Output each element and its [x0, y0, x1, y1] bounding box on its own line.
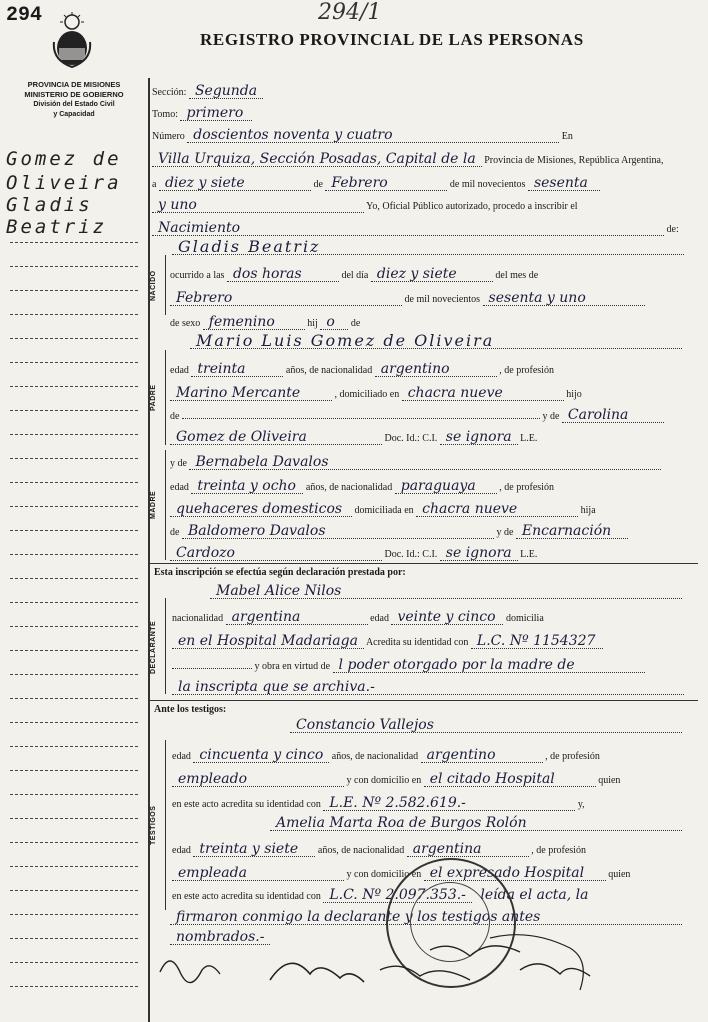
anos-nac-label: años, de nacionalidad	[305, 482, 393, 493]
madre-apellido-value: Cardozo	[170, 546, 382, 561]
testigo1-nombre-value: Constancio Vallejos	[290, 718, 682, 733]
declarante-obra-row	[172, 658, 645, 673]
madre-nombre-row	[170, 455, 661, 470]
cierre1-value: leída el acta, la	[480, 887, 589, 903]
con-domicilio-label: y con domicilio en	[346, 775, 422, 786]
a-label: a	[152, 179, 157, 190]
mes-row	[170, 291, 645, 306]
testigos-row	[154, 704, 226, 715]
numero-label: Número	[152, 131, 185, 142]
de-mil2-label: de mil novecientos	[404, 294, 481, 305]
este-acto-label: en este acto acredita su identidad con	[172, 891, 321, 902]
declarante-id-value: L.C. Nº 1154327	[471, 634, 603, 649]
yo-label: Yo, Oficial Público autorizado, procedo a inscribir el	[366, 201, 578, 212]
section-rule	[150, 563, 698, 565]
section-label-testigos: TESTIGOS	[150, 805, 157, 845]
madre-nac-value: paraguaya	[395, 479, 497, 494]
madre-doc-row	[170, 546, 537, 561]
margin-name-line: Beatriz	[6, 216, 108, 238]
declarante-edad-value: veinte y cinco	[391, 610, 503, 625]
testigos-label: Ante los testigos:	[154, 704, 227, 715]
padre-madre-value: Carolina	[562, 408, 664, 423]
numero-row	[152, 128, 573, 143]
issuing-office	[4, 80, 144, 120]
signatures	[150, 930, 708, 1022]
de-sexo-label: de sexo	[170, 318, 201, 329]
section-label-nacido: NACIDO	[150, 270, 157, 301]
office-line: MINISTERIO DE GOBIERNO	[24, 90, 124, 99]
testigo2-nombre-value: Amelia Marta Roa de Burgos Rolón	[270, 816, 682, 831]
de-colon-label: de:	[666, 224, 679, 235]
mes2-value: Febrero	[170, 291, 402, 306]
cierre2-value: firmaron conmigo la declarante y los testigos antes	[170, 910, 682, 925]
y-comma-label: y,	[577, 799, 585, 810]
anos-nac-label: años, de nacionalidad	[285, 365, 373, 376]
testigo1-edad-row	[172, 748, 600, 763]
y-de-label: y de	[542, 411, 560, 422]
madre-edad-value: treinta y ocho	[191, 479, 303, 494]
padre-nombre-row	[190, 331, 682, 350]
seccion-label: Sección:	[152, 87, 187, 98]
ocurrido-label: ocurrido a las	[170, 270, 225, 281]
office-line: División del Estado Civil	[33, 101, 115, 108]
document-title: REGISTRO PROVINCIAL DE LAS PERSONAS	[200, 30, 584, 49]
madre-madre-value: Encarnación	[516, 524, 628, 539]
madre-padres-row	[170, 524, 628, 539]
lugar-row	[152, 152, 663, 167]
padre-edad-value: treinta	[191, 362, 283, 377]
ocurrido-row	[170, 267, 538, 282]
section-divider	[165, 450, 166, 560]
acredita-label: Acredita su identidad con	[365, 637, 469, 648]
testigo2-prof-row	[172, 866, 630, 881]
declarante-nombre-value: Mabel Alice Nilos	[210, 584, 682, 599]
oficial-row	[152, 198, 578, 213]
y-de-label: y de	[496, 527, 514, 538]
fecha-row	[152, 176, 600, 191]
padre-prof-row	[170, 386, 582, 401]
anio-value: sesenta	[528, 176, 600, 191]
profesion-label: , de profesión	[499, 365, 554, 376]
padre-nombre-value: Mario Luis Gomez de Oliveira	[190, 334, 682, 349]
nacionalidad-label: nacionalidad	[172, 613, 224, 624]
tomo-row	[152, 106, 252, 121]
testigo1-nac-value: argentino	[421, 748, 543, 763]
edad-label: edad	[170, 482, 189, 493]
de-mil-label: de mil novecientos	[449, 179, 526, 190]
office-line: PROVINCIA DE MISIONES	[27, 80, 121, 89]
le-label: L.E.	[520, 549, 538, 560]
testigo1-edad-value: cincuenta y cinco	[193, 748, 329, 763]
edad-label: edad	[370, 613, 389, 624]
testigo2-dom-value: el expresado Hospital	[424, 866, 606, 881]
numero-value: doscientos noventa y cuatro	[187, 128, 559, 143]
section-divider	[165, 255, 166, 315]
domiciliado-label: , domiciliado en	[334, 389, 400, 400]
declarante-obra-value: l poder otorgado por la madre de	[333, 658, 645, 673]
en-label: En	[561, 131, 573, 142]
testigo1-dom-value: el citado Hospital	[424, 772, 596, 787]
obra-label: y obra en virtud de	[254, 661, 331, 672]
padre-doc-row	[170, 430, 537, 445]
handwritten-reference: 294/1	[318, 0, 382, 25]
padre-doc-value: se ignora	[440, 430, 518, 445]
section-divider	[165, 598, 166, 694]
nombre-row	[172, 237, 684, 256]
quien-label: quien	[598, 775, 621, 786]
testigo2-prof-value: empleada	[172, 866, 344, 881]
padre-prof-value: Marino Mercante	[170, 386, 332, 401]
madre-prof-value: quehaceres domesticos	[170, 502, 352, 517]
tomo-value: primero	[180, 106, 252, 121]
doc-label: Doc. Id.: C.I.	[384, 549, 438, 560]
testigo2-edad-row	[172, 842, 586, 857]
margin-name-line: Gladis	[6, 194, 93, 216]
padre-edad-row	[170, 362, 554, 377]
efectua-row	[154, 567, 406, 578]
dia-value: diez y siete	[159, 176, 311, 191]
testigo2-id-value: L.C. Nº 2.097.353.-	[323, 888, 472, 903]
anos-nac-label: años, de nacionalidad	[317, 845, 405, 856]
sexo-value: femenino	[203, 315, 305, 330]
declarante-nombre-row	[210, 584, 682, 599]
del-mes-label: del mes de	[495, 270, 539, 281]
padre-padres-row	[170, 408, 664, 423]
madre-padre-value: Baldomero Davalos	[182, 524, 494, 539]
padre-dom-value: chacra nueve	[402, 386, 564, 401]
section-divider	[165, 740, 166, 910]
testigo2-nombre-row	[270, 816, 682, 831]
le-label: L.E.	[520, 433, 538, 444]
hij-label: hij	[307, 318, 318, 329]
margin-name-line: Oliveira	[6, 172, 122, 194]
del-dia-label: del día	[341, 270, 369, 281]
domicilia-label: domicilia	[505, 613, 544, 624]
mes-value: Febrero	[325, 176, 447, 191]
section-label-declarante: DECLARANTE	[150, 620, 157, 675]
testigo1-id-row	[172, 796, 585, 811]
padre-nac-value: argentino	[375, 362, 497, 377]
office-line: y Capacidad	[53, 111, 95, 118]
edad-label: edad	[172, 751, 191, 762]
anio-continuation: y uno	[152, 198, 364, 213]
domiciliada-label: domiciliada en	[354, 505, 414, 516]
declarante-obra2-row	[172, 680, 684, 695]
de-label: de	[313, 179, 323, 190]
madre-dom-value: chacra nueve	[416, 502, 578, 517]
section-label-padre: PADRE	[150, 384, 157, 411]
testigo1-prof-value: empleado	[172, 772, 344, 787]
hija-label: hija	[580, 505, 596, 516]
profesion-label: , de profesión	[499, 482, 554, 493]
seccion-value: Segunda	[189, 84, 263, 99]
edad-label: edad	[172, 845, 191, 856]
profesion-label: , de profesión	[545, 751, 600, 762]
declarante-dom-row	[172, 634, 603, 649]
profesion-label: , de profesión	[531, 845, 586, 856]
efectua-label: Esta inscripción se efectúa según declaración prestada por:	[154, 567, 406, 578]
este-acto-label: en este acto acredita su identidad con	[172, 799, 321, 810]
hijo-label: hijo	[566, 389, 582, 400]
hij-suffix: o	[320, 315, 348, 330]
tomo-label: Tomo:	[152, 109, 178, 120]
de2-label: de	[350, 318, 361, 329]
section-label-madre: MADRE	[150, 490, 157, 520]
cierre3-value: nombrados.-	[170, 930, 270, 945]
de-label: de	[170, 411, 180, 422]
lugar-value: Villa Urquiza, Sección Posadas, Capital de la	[152, 152, 482, 167]
declarante-nac-row	[172, 610, 544, 625]
section-divider	[165, 350, 166, 445]
section-rule	[150, 700, 698, 702]
sexo-row	[170, 315, 360, 330]
folio-number: 294	[6, 4, 43, 27]
provincia-label: Provincia de Misiones, República Argentina,	[484, 155, 664, 166]
doc-label: Doc. Id.: C.I.	[384, 433, 438, 444]
testigo2-nac-value: argentina	[407, 842, 529, 857]
madre-edad-row	[170, 479, 554, 494]
declarante-obra2-value: la inscripta que se archiva.-	[172, 680, 684, 695]
acto-value: Nacimiento	[152, 221, 664, 236]
anio3-value: sesenta y uno	[483, 291, 645, 306]
con-domicilio-label: y con domicilio en	[346, 869, 422, 880]
madre-nombre-value: Bernabela Davalos	[189, 455, 661, 470]
seccion-row	[152, 84, 263, 99]
dia2-value: diez y siete	[371, 267, 493, 282]
quien-label: quien	[608, 869, 631, 880]
anos-nac-label: años, de nacionalidad	[331, 751, 419, 762]
coat-of-arms-icon	[50, 12, 94, 68]
madre-doc-value: se ignora	[440, 546, 518, 561]
margin-name-line: Gomez de	[6, 148, 122, 170]
edad-label: edad	[170, 365, 189, 376]
testigo1-nombre-row	[290, 718, 682, 733]
y-de2-label: y de	[170, 458, 187, 469]
testigo1-prof-row	[172, 772, 620, 787]
declarante-nac-value: argentina	[226, 610, 368, 625]
declarante-dom-value: en el Hospital Madariaga	[172, 634, 364, 649]
acto-row	[152, 221, 679, 236]
de-label: de	[170, 527, 180, 538]
testigo2-edad-value: treinta y siete	[193, 842, 315, 857]
padre-apellido-value: Gomez de Oliveira	[170, 430, 382, 445]
testigo2-id-row	[172, 888, 595, 903]
nombre-value: Gladis Beatriz	[172, 240, 684, 255]
testigo1-id-value: L.E. Nº 2.582.619.-	[323, 796, 575, 811]
madre-prof-row	[170, 502, 596, 517]
horas-value: dos horas	[227, 267, 339, 282]
